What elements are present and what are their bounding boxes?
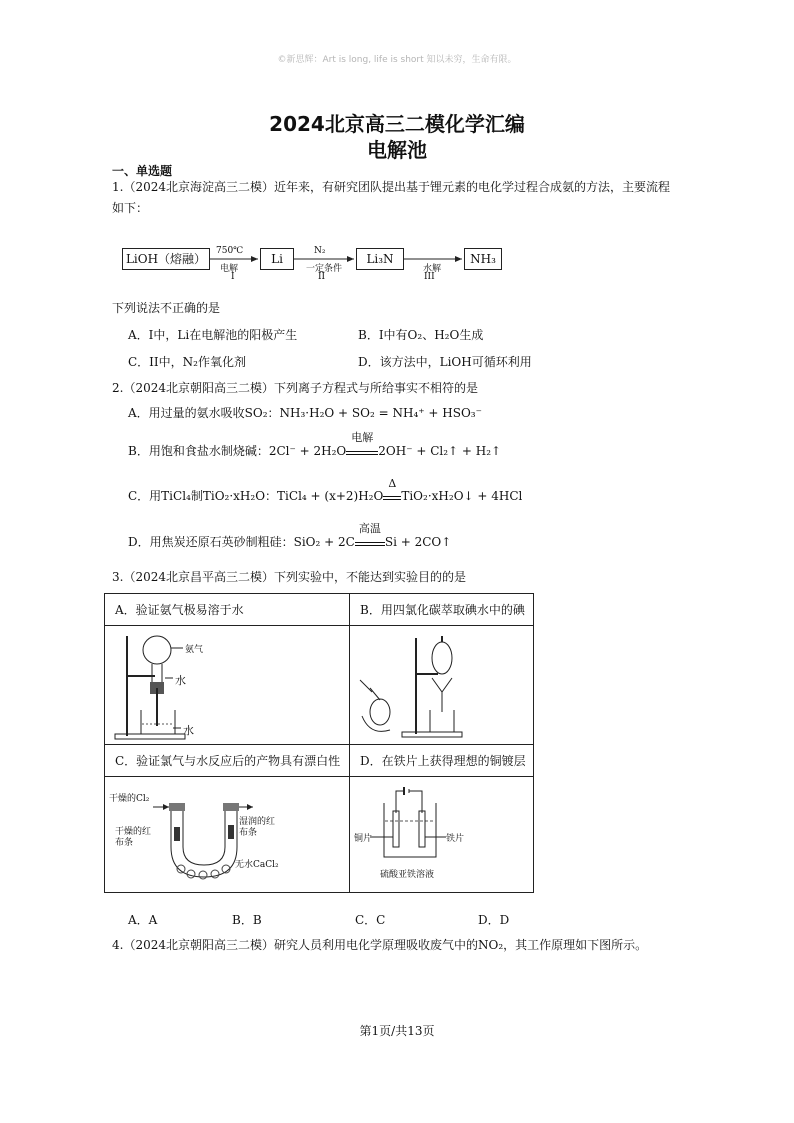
doc-subtitle: 电解池 xyxy=(367,138,427,162)
flow-arrowhead-3 xyxy=(455,256,462,262)
fig-d-copper-label: 铜片 xyxy=(354,834,373,844)
q1-stem-cont: 如下： xyxy=(112,201,149,215)
q2-option-d-arrow xyxy=(355,522,385,546)
fig-c-wet-strip-label: 湿润的红布条 xyxy=(239,817,276,838)
flow-arrows xyxy=(0,0,794,300)
electroplating-apparatus xyxy=(350,777,533,892)
doc-title: 2024北京高三二模化学汇编 xyxy=(269,112,525,136)
q1-option-a: A．I中，Li在电解池的阳极产生 xyxy=(128,328,298,342)
ammonia-fountain-apparatus xyxy=(105,628,349,743)
q1-option-d: D．该方法中，LiOH可循环利用 xyxy=(358,355,532,369)
q2-option-c-reactants: C．用TiCl₄制TiO₂·xH₂O：TiCl₄ + (x+2)H₂O xyxy=(128,489,384,503)
q2-option-b-condition: 电解 xyxy=(351,431,374,444)
fig-a-water-bottom-label: 水 xyxy=(183,723,194,737)
flow-box-li3n: Li₃N xyxy=(356,248,404,270)
flow-cond-condition: 一定条件 xyxy=(306,264,343,274)
flow-step-3: III xyxy=(424,272,435,282)
flow-box-nh3: NH₃ xyxy=(464,248,502,270)
q2-option-c-condition: Δ xyxy=(388,477,397,490)
q3-choice-c: C．C xyxy=(355,913,386,927)
fig-c-cacl2-label: 无水CaCl₂ xyxy=(235,860,279,870)
q2-option-b xyxy=(128,431,502,459)
q2-option-d xyxy=(128,522,452,550)
fig-a-ammonia-label: 氨气 xyxy=(185,644,204,655)
flow-cond-750: 750℃ xyxy=(216,246,244,256)
page-footer: 第1页/共13页 xyxy=(359,1024,435,1038)
q3-cell-b-label: B．用四氯化碳萃取碘水中的碘 xyxy=(350,594,534,626)
separatory-funnel-apparatus xyxy=(350,626,533,741)
q3-choice-b: B．B xyxy=(232,913,262,927)
q2-option-c-arrow xyxy=(383,477,401,500)
flow-arrowhead-2 xyxy=(347,256,354,262)
q2-option-b-reactants: B．用饱和食盐水制烧碱：2Cl⁻ + 2H₂O xyxy=(128,444,347,458)
q2-option-a: A．用过量的氨水吸收SO₂：NH₃·H₂O + SO₂ = NH₄⁺ + HSO₃⁻ xyxy=(128,406,482,420)
q3-experiment-table xyxy=(104,593,534,893)
q4-stem: 4.（2024北京朝阳高三二模）研究人员利用电化学原理吸收废气中的NO₂，其工作原理如下图所示。 xyxy=(112,938,648,952)
q1-stem: 1.（2024北京海淀高三二模）近年来，有研究团队提出基于锂元素的电化学过程合成氨的方法，主要流程 xyxy=(112,180,670,194)
q3-figure-d xyxy=(350,777,534,893)
q3-choice-a: A．A xyxy=(128,913,158,927)
q3-figure-c xyxy=(105,777,350,893)
flow-step-2: II xyxy=(318,272,326,282)
flow-box-lioh: LiOH（熔融） xyxy=(122,248,210,270)
q1-question: 下列说法不正确的是 xyxy=(112,301,221,315)
q3-figure-a xyxy=(105,626,350,745)
q3-choice-d: D．D xyxy=(478,913,510,927)
flow-arrowhead-1 xyxy=(251,256,258,262)
q1-option-c: C．II中，N₂作氧化剂 xyxy=(128,355,246,369)
watermark: ©新思辉：Art is long, life is short 知以未穷，生命有限。 xyxy=(277,55,517,65)
q3-cell-c-label: C．验证氯气与水反应后的产物具有漂白性 xyxy=(105,745,350,777)
q3-cell-d-label: D．在铁片上获得理想的铜镀层 xyxy=(350,745,534,777)
q2-option-d-condition: 高温 xyxy=(358,522,381,535)
fig-d-solution-label: 硫酸亚铁溶液 xyxy=(380,870,435,880)
flow-cond-n2: N₂ xyxy=(314,246,326,256)
fig-c-dry-strip-label: 干燥的红布条 xyxy=(115,827,152,848)
fig-a-water-top-label: 水 xyxy=(175,673,186,687)
q2-option-b-products: 2OH⁻ + Cl₂↑ + H₂↑ xyxy=(378,444,502,458)
q3-stem: 3.（2024北京昌平高三二模）下列实验中，不能达到实验目的的是 xyxy=(112,570,466,584)
fig-c-dry-cl2-label: 干燥的Cl₂ xyxy=(109,794,150,804)
q3-cell-a-label: A．验证氨气极易溶于水 xyxy=(105,594,350,626)
q2-option-c-products: TiO₂·xH₂O↓ + 4HCl xyxy=(401,489,523,503)
flow-box-li: Li xyxy=(260,248,294,270)
section-heading: 一、单选题 xyxy=(112,164,173,178)
q1-option-b: B．I中有O₂、H₂O生成 xyxy=(358,328,484,342)
q2-option-d-reactants: D．用焦炭还原石英砂制粗硅：SiO₂ + 2C xyxy=(128,535,355,549)
q2-option-c xyxy=(128,477,523,504)
q3-figure-b xyxy=(350,626,534,745)
flow-cond-electrolysis: 电解 xyxy=(220,264,239,274)
q2-option-d-products: Si + 2CO↑ xyxy=(384,535,452,549)
fig-d-iron-label: 铁片 xyxy=(446,834,465,844)
flow-step-1: I xyxy=(231,272,235,282)
flow-cond-hydrolysis: 水解 xyxy=(423,264,442,274)
q2-option-b-arrow xyxy=(346,431,378,455)
q2-stem: 2.（2024北京朝阳高三二模）下列离子方程式与所给事实不相符的是 xyxy=(112,381,478,395)
